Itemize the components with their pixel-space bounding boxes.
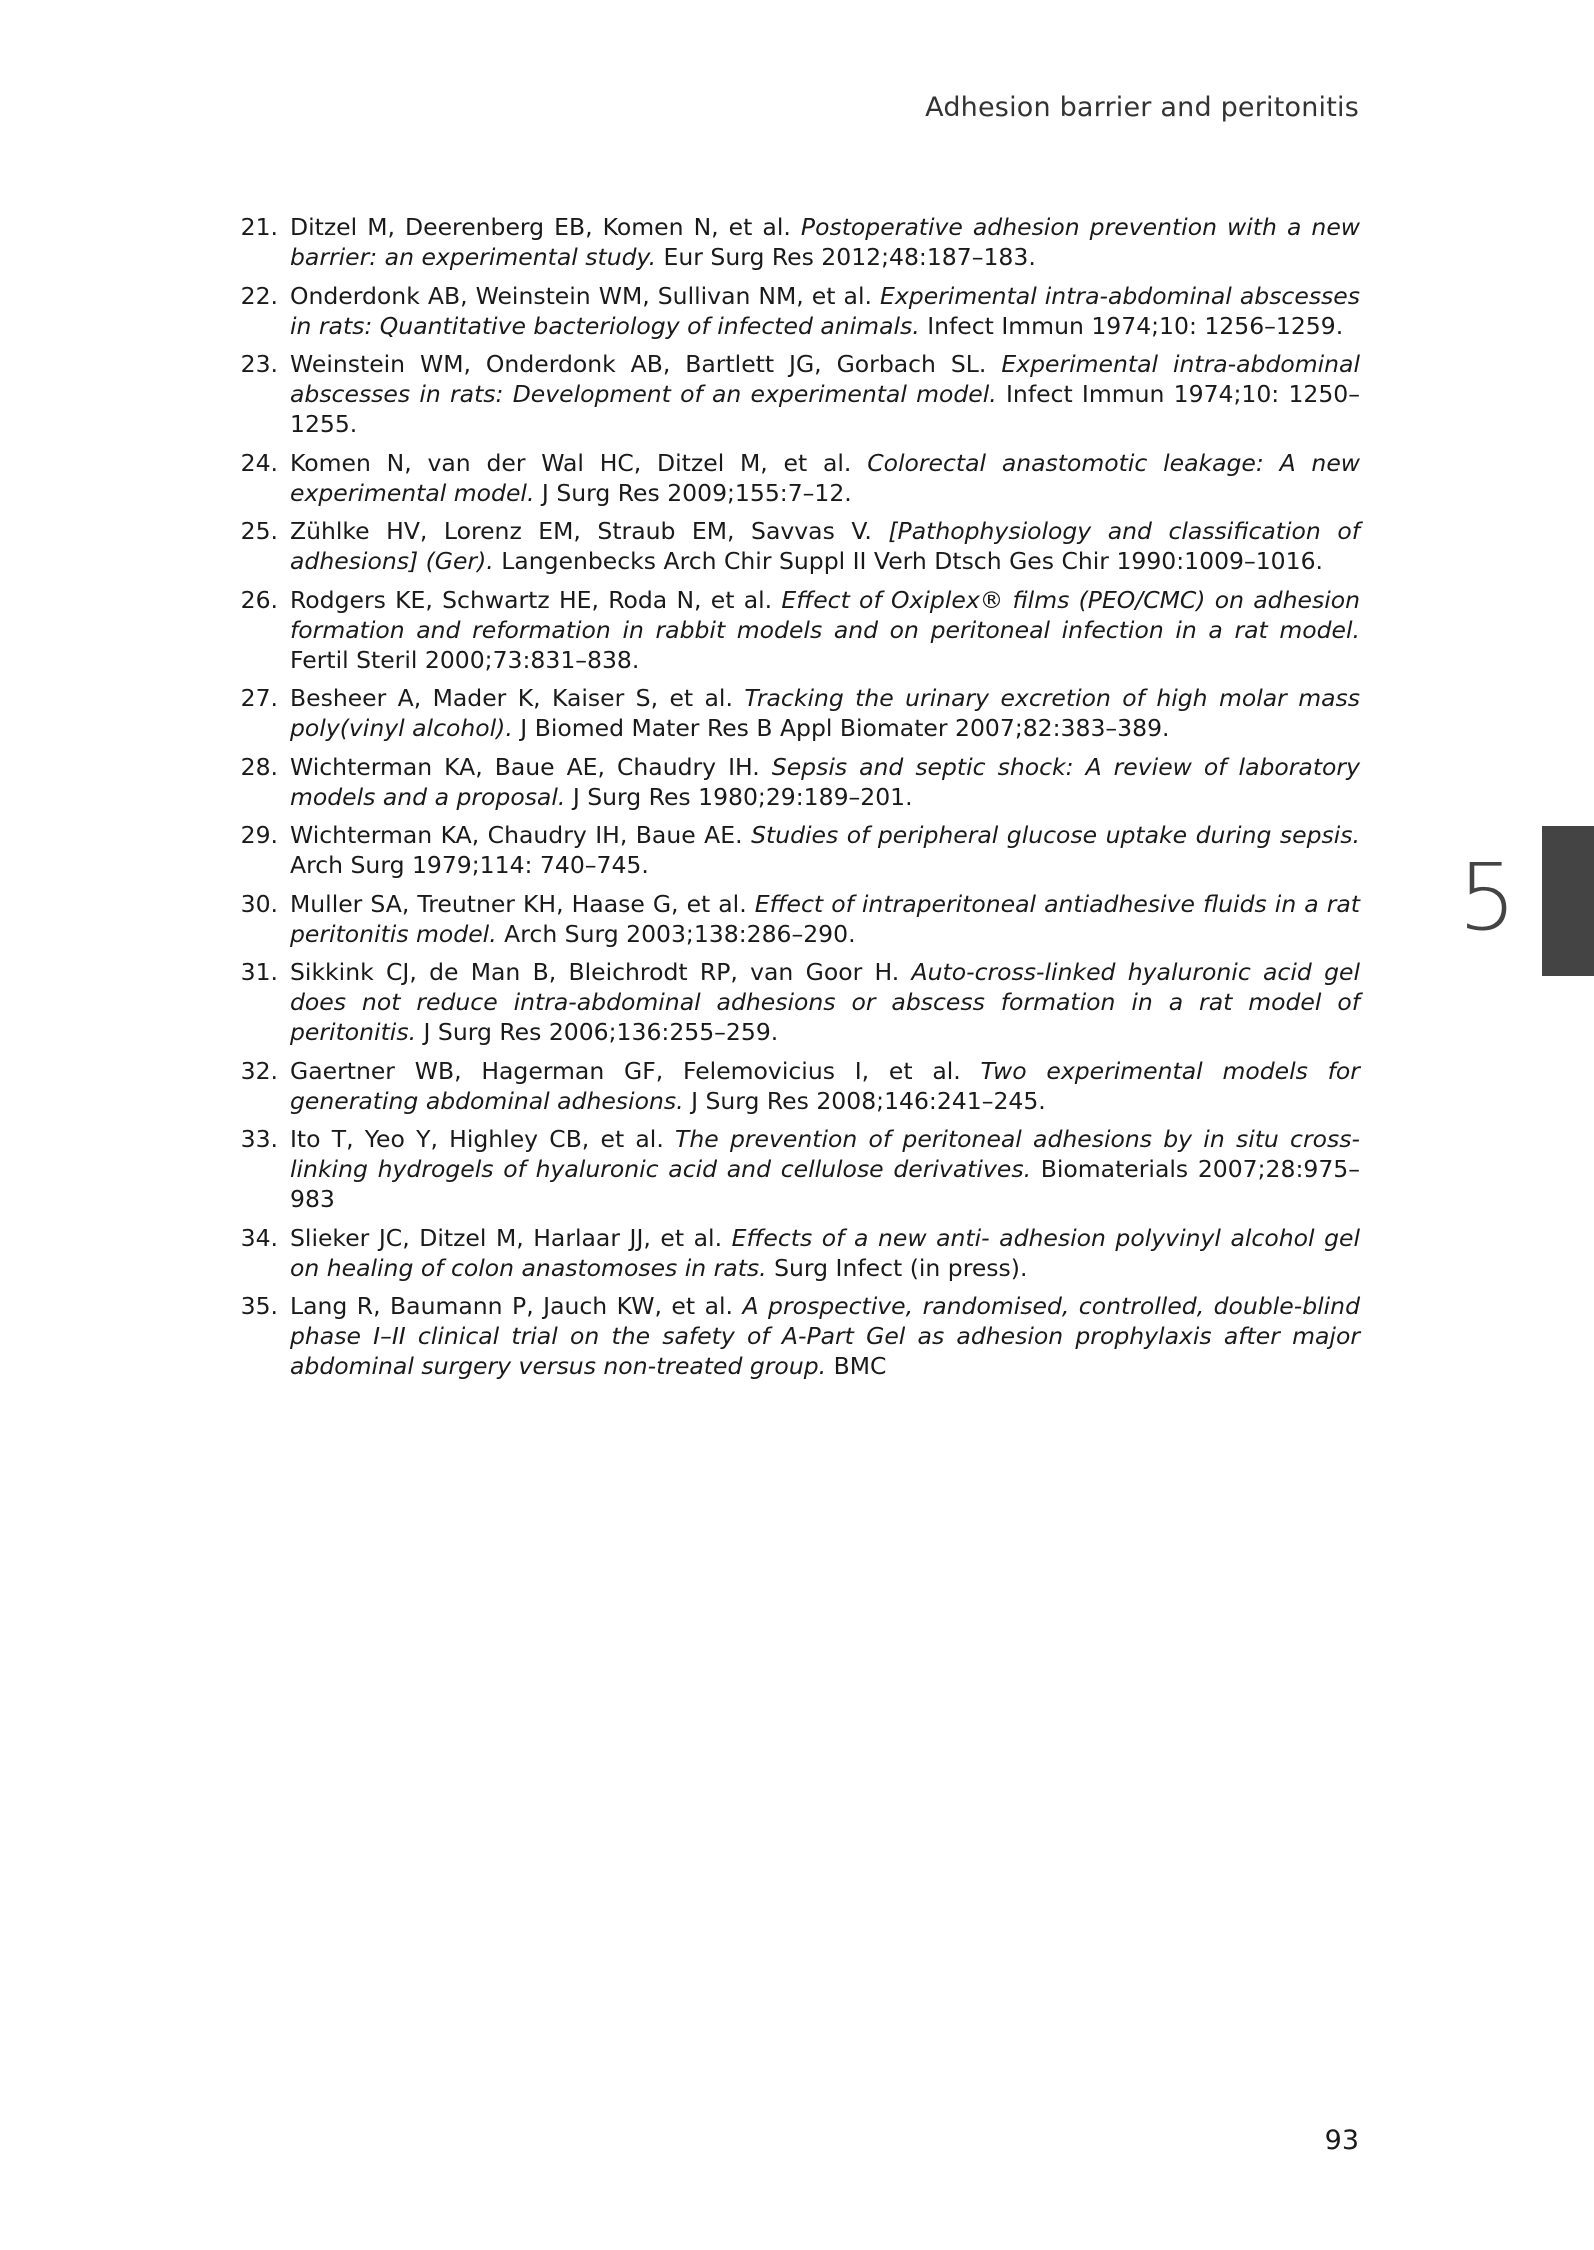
reference-item	[228, 516, 1360, 576]
reference-item	[228, 683, 1360, 743]
reference-item	[228, 820, 1360, 880]
reference-authors: Sikkink CJ, de Man B, Bleichrodt RP, van Goor H.	[290, 958, 900, 986]
reference-source: Eur Surg Res 2012;48:187–183.	[663, 243, 1036, 271]
running-header: Adhesion barrier and peritonitis	[925, 92, 1359, 123]
reference-item	[228, 281, 1360, 341]
reference-title: Effects of a new anti- adhesion polyvinyl alcohol gel on healing of colon anastomoses in rats.	[290, 1223, 1360, 1282]
reference-source: BMC	[833, 1352, 887, 1380]
reference-authors: Rodgers KE, Schwartz HE, Roda N, et al.	[290, 585, 773, 614]
chapter-number: 5	[1458, 844, 1517, 951]
reference-number: 28.	[240, 752, 278, 781]
reference-source: J Surg Res 2006;136:255–259.	[423, 1018, 779, 1046]
reference-item	[228, 1056, 1360, 1116]
reference-item	[228, 752, 1360, 812]
reference-authors: Besheer A, Mader K, Kaiser S, et al.	[290, 684, 733, 712]
reference-number: 25.	[240, 517, 278, 545]
reference-item	[228, 889, 1360, 949]
reference-title: The prevention of peritoneal adhesions by in situ cross-linking hydrogels of hyaluronic acid and cellulose derivatives.	[290, 1125, 1360, 1183]
reference-source: Biomaterials 2007;28:975–983	[290, 1155, 1360, 1213]
reference-authors: Wichterman KA, Chaudry IH, Baue AE.	[290, 821, 743, 849]
reference-item	[228, 448, 1360, 508]
reference-authors: Slieker JC, Ditzel M, Harlaar JJ, et al.	[290, 1223, 723, 1252]
reference-number: 31.	[240, 958, 278, 986]
reference-number: 30.	[240, 889, 278, 918]
reference-title: Experimental intra-abdominal abscesses in rats: Development of an experimental model.	[290, 350, 1360, 408]
reference-title: Effect of Oxiplex® films (PEO/CMC) on adhesion formation and reformation in rabbit models and on peritoneal infection in a rat model.	[290, 585, 1360, 644]
reference-number: 32.	[240, 1056, 278, 1085]
reference-source: Langenbecks Arch Chir Suppl II Verh Dtsch Ges Chir 1990:1009–1016.	[501, 547, 1323, 575]
reference-source: Infect Immun 1974;10: 1256–1259.	[927, 311, 1344, 340]
reference-authors: Lang R, Baumann P, Jauch KW, et al.	[290, 1292, 733, 1320]
reference-authors: Komen N, van der Wal HC, Ditzel M, et al.	[290, 448, 852, 477]
reference-source: J Surg Res 2009;155:7–12.	[541, 478, 852, 507]
reference-title: Postoperative adhesion prevention with a new barrier: an experimental study.	[290, 213, 1361, 271]
reference-title: [Pathophysiology and classification of adhesions] (Ger).	[290, 517, 1360, 575]
reference-authors: Zühlke HV, Lorenz EM, Straub EM, Savvas V.	[290, 517, 872, 545]
reference-authors: Gaertner WB, Hagerman GF, Felemovicius I, et al.	[290, 1056, 961, 1085]
reference-source: J Surg Res 2008;146:241–245.	[691, 1086, 1046, 1115]
reference-number: 33.	[240, 1125, 278, 1153]
reference-number: 24.	[240, 448, 278, 477]
reference-item	[228, 1291, 1360, 1381]
reference-title: Tracking the urinary excretion of high molar mass poly(vinyl alcohol).	[290, 684, 1360, 742]
reference-item	[228, 957, 1360, 1047]
reference-number: 27.	[240, 684, 278, 712]
chapter-tab-marker	[1542, 826, 1594, 976]
reference-source: Arch Surg 2003;138:286–290.	[504, 919, 856, 948]
reference-number: 35.	[240, 1292, 278, 1320]
reference-item	[228, 585, 1360, 675]
reference-title: Colorectal anastomotic leakage: A new experimental model.	[290, 448, 1360, 507]
reference-title: Two experimental models for generating abdominal adhesions.	[290, 1056, 1360, 1115]
reference-authors: Onderdonk AB, Weinstein WM, Sullivan NM, et al.	[290, 281, 872, 310]
reference-source: J Surg Res 1980;29:189–201.	[572, 782, 913, 811]
reference-item	[228, 212, 1360, 272]
reference-source: Surg Infect (in press).	[774, 1253, 1028, 1282]
reference-number: 22.	[240, 281, 278, 310]
reference-number: 29.	[240, 821, 278, 849]
reference-source: Fertil Steril 2000;73:831–838.	[290, 645, 640, 674]
reference-authors: Ditzel M, Deerenberg EB, Komen N, et al.	[290, 213, 791, 241]
reference-title: Auto-cross-linked hyaluronic acid gel does not reduce intra-abdominal adhesions or abscess formation in a rat model of peritonitis.	[290, 958, 1360, 1046]
reference-authors: Weinstein WM, Onderdonk AB, Bartlett JG, Gorbach SL.	[290, 350, 987, 378]
reference-number: 21.	[240, 213, 278, 241]
reference-title: Studies of peripheral glucose uptake during sepsis.	[751, 821, 1360, 849]
reference-authors: Ito T, Yeo Y, Highley CB, et al.	[290, 1125, 664, 1153]
reference-list	[228, 212, 1360, 1390]
reference-number: 23.	[240, 350, 278, 378]
reference-item	[228, 349, 1360, 439]
reference-title: A prospective, randomised, controlled, double-blind phase I–II clinical trial on the safety of A-Part Gel as adhesion prophylaxis after major abdominal surgery versus non-treated group.	[290, 1292, 1360, 1380]
reference-title: Effect of intraperitoneal antiadhesive fluids in a rat peritonitis model.	[290, 889, 1360, 948]
page-number: 93	[1324, 2125, 1359, 2156]
reference-number: 26.	[240, 585, 278, 614]
reference-authors: Muller SA, Treutner KH, Haase G, et al.	[290, 889, 747, 918]
reference-title: Experimental intra-abdominal abscesses in rats: Quantitative bacteriology of infected animals.	[290, 281, 1361, 340]
reference-source: Arch Surg 1979;114: 740–745.	[290, 851, 649, 879]
reference-source: J Biomed Mater Res B Appl Biomater 2007;82:383–389.	[520, 714, 1170, 742]
reference-source: Infect Immun 1974;10: 1250–1255.	[290, 380, 1360, 438]
reference-item	[228, 1124, 1360, 1214]
reference-authors: Wichterman KA, Baue AE, Chaudry IH.	[290, 752, 760, 781]
reference-title: Sepsis and septic shock: A review of laboratory models and a proposal.	[290, 752, 1360, 811]
reference-number: 34.	[240, 1223, 278, 1252]
reference-item	[228, 1223, 1360, 1283]
